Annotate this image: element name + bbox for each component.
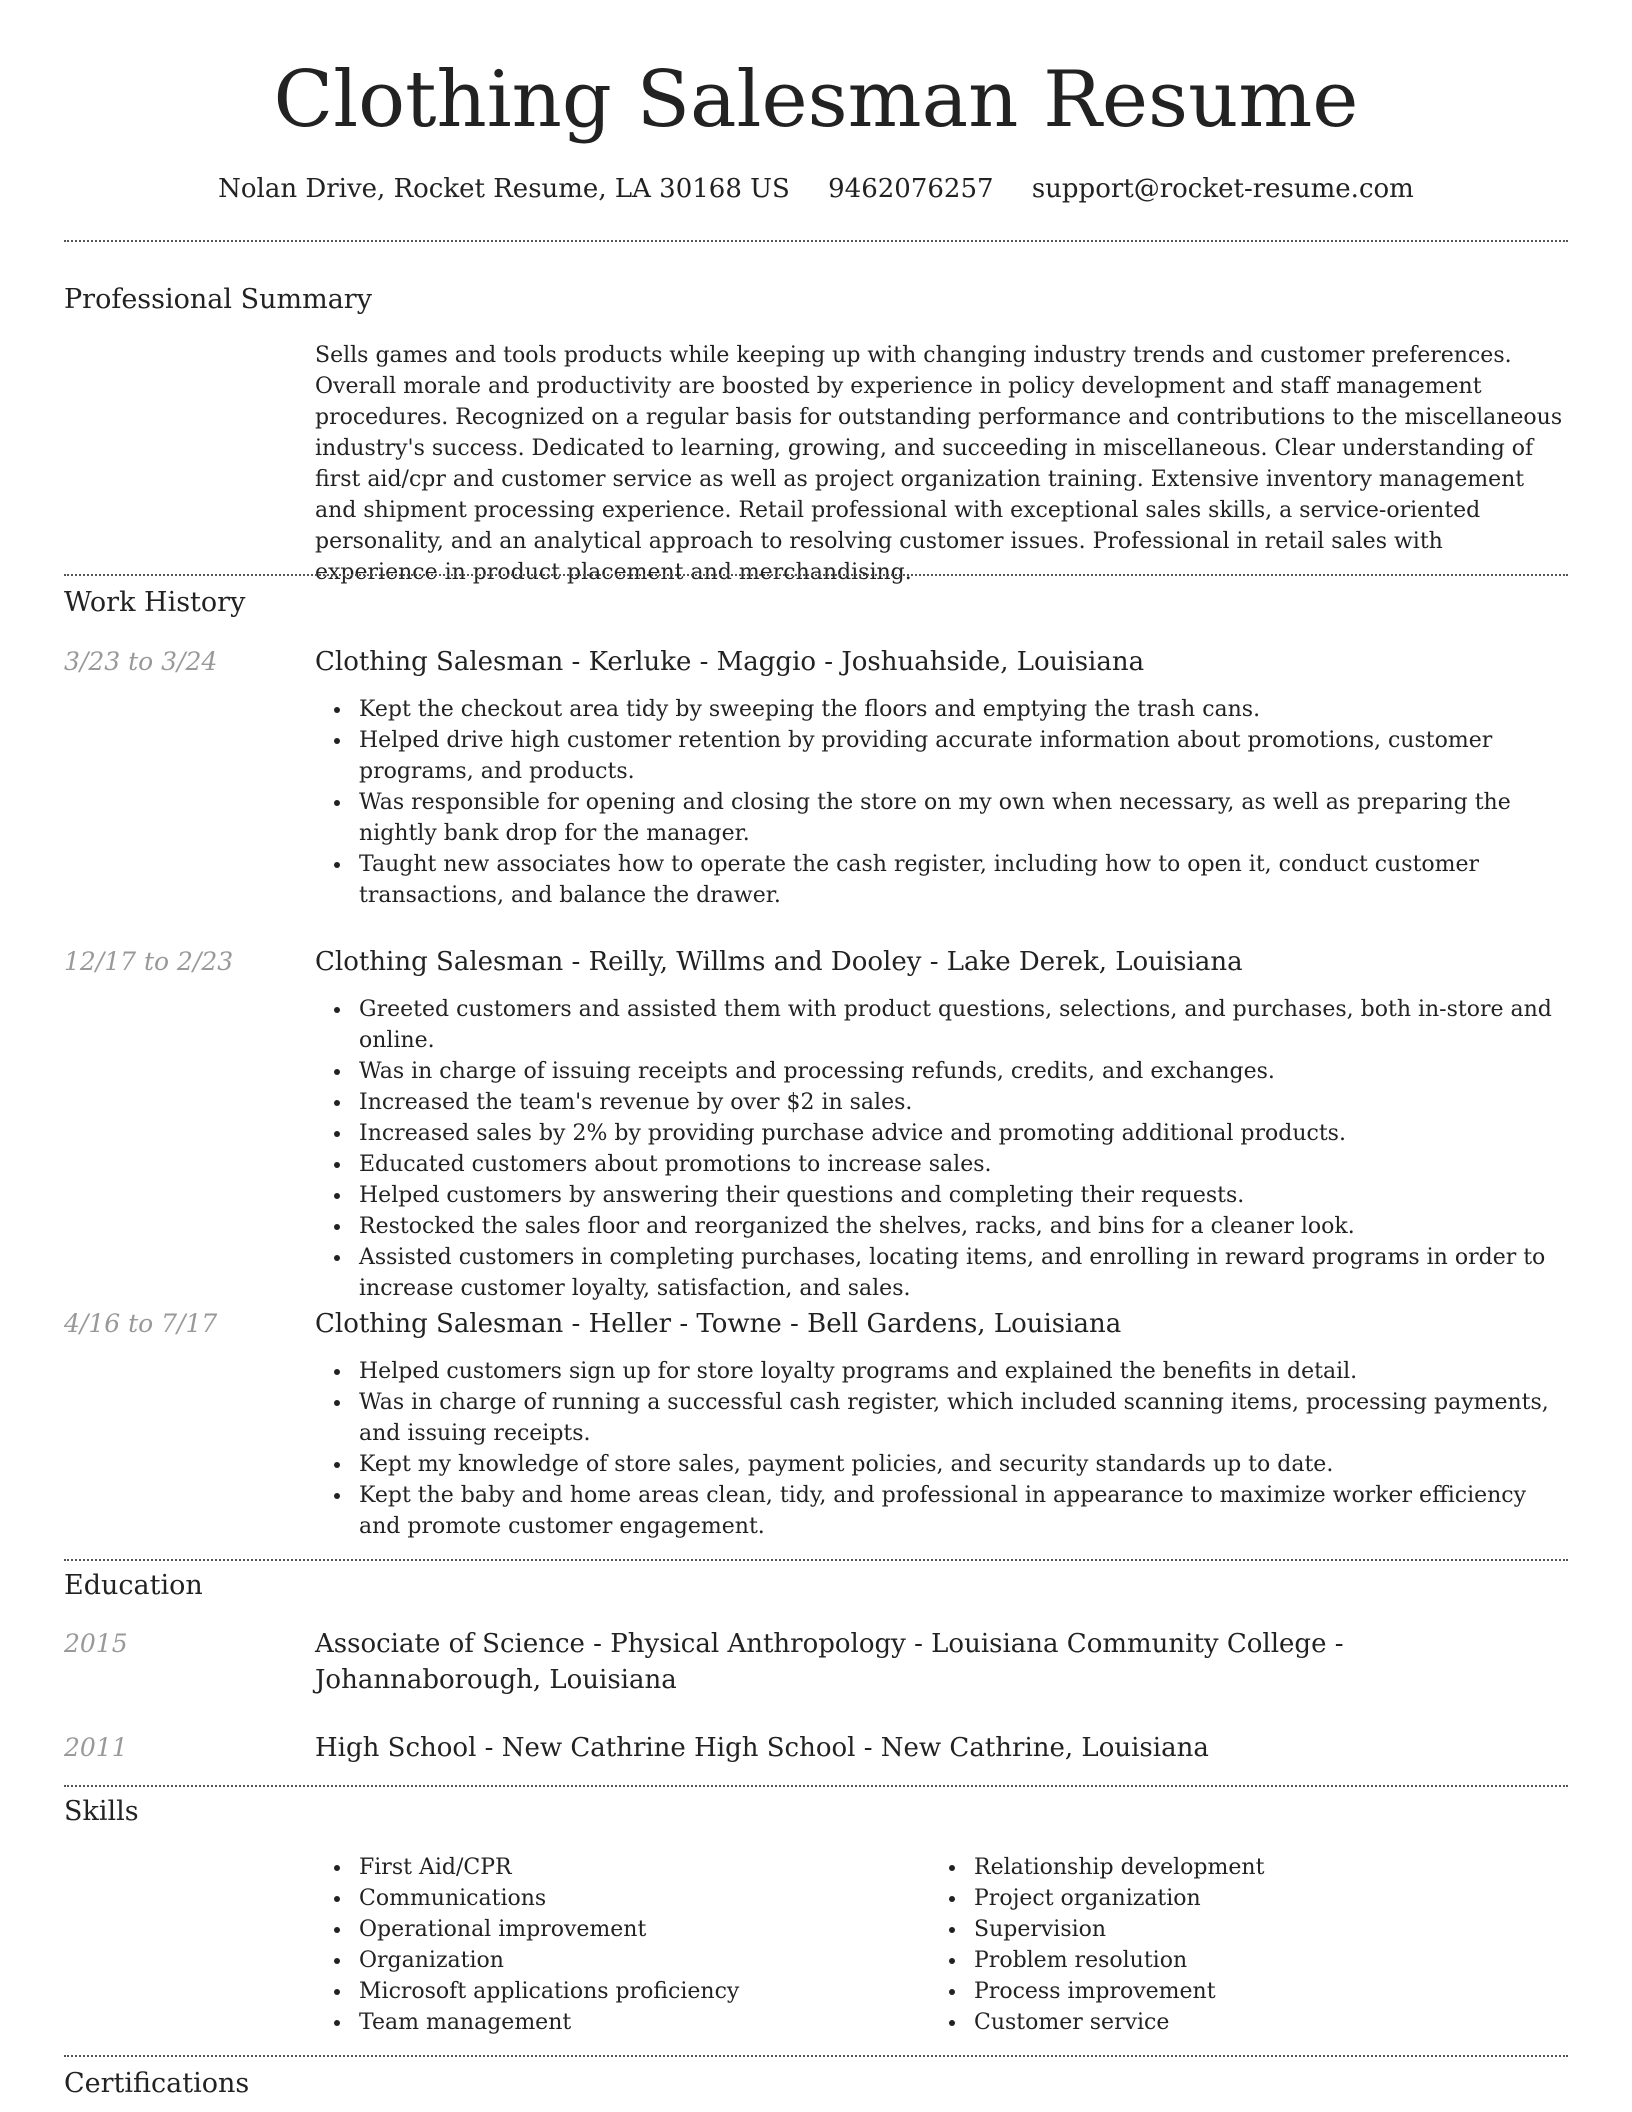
section-title-education: Education <box>64 1570 203 1601</box>
contact-phone: 9462076257 <box>828 174 994 204</box>
divider <box>64 574 1568 576</box>
job-dates: 12/17 to 2/23 <box>64 947 234 976</box>
list-item: Restocked the sales floor and reorganized the shelves, racks, and bins for a cleaner look. <box>359 1211 1565 1242</box>
list-item: Helped customers sign up for store loyalty programs and explained the benefits in detail. <box>359 1356 1565 1387</box>
section-title-skills: Skills <box>64 1796 139 1827</box>
skills-list-left <box>315 1852 875 2038</box>
list-item: Kept the checkout area tidy by sweeping the floors and emptying the trash cans. <box>359 694 1565 725</box>
contact-address: Nolan Drive, Rocket Resume, LA 30168 US <box>218 174 790 204</box>
list-item: Kept the baby and home areas clean, tidy, and professional in appearance to maximize worker efficiency and promote customer engagement. <box>359 1480 1565 1542</box>
education-title: High School - New Cathrine High School - New Cathrine, Louisiana <box>315 1733 1209 1763</box>
skills-list-right <box>930 1852 1490 2038</box>
skill-item: Team management <box>359 2007 875 2038</box>
skill-item: Process improvement <box>974 1976 1490 2007</box>
skill-item: Relationship development <box>974 1852 1490 1883</box>
list-item: Was responsible for opening and closing the store on my own when necessary, as well as preparing the nightly bank drop for the manager. <box>359 787 1565 849</box>
list-item: Helped drive high customer retention by providing accurate information about promotions, customer programs, and products. <box>359 725 1565 787</box>
divider <box>64 1785 1568 1787</box>
section-title-certifications: Certifications <box>64 2068 250 2099</box>
job-bullets <box>315 994 1565 1304</box>
divider <box>64 240 1568 242</box>
list-item: Kept my knowledge of store sales, payment policies, and security standards up to date. <box>359 1449 1565 1480</box>
skill-item: Microsoft applications proficiency <box>359 1976 875 2007</box>
list-item: Assisted customers in completing purchases, locating items, and enrolling in reward programs in order to increase customer loyalty, satisfaction, and sales. <box>359 1242 1565 1304</box>
education-title: Associate of Science - Physical Anthropology - Louisiana Community College - Johannaborough, Louisiana <box>315 1629 1344 1695</box>
contact-email[interactable]: support@rocket-resume.com <box>1031 174 1414 204</box>
list-item: Was in charge of issuing receipts and processing refunds, credits, and exchanges. <box>359 1056 1565 1087</box>
job-bullets <box>315 1356 1565 1542</box>
job-dates: 3/23 to 3/24 <box>64 647 218 676</box>
job-dates: 4/16 to 7/17 <box>64 1309 218 1338</box>
resume-title: Clothing Salesman Resume <box>273 55 1359 145</box>
list-item: Greeted customers and assisted them with product questions, selections, and purchases, both in-store and online. <box>359 994 1565 1056</box>
summary-text: Sells games and tools products while keeping up with changing industry trends and customer preferences. Overall morale and productivity are boosted by experience in policy development and staff management procedures. Recognized on a regular basis for outstanding performance and contributions to the miscellaneous industry's success. Dedicated to learning, growing, and succeeding in miscellaneous. Clear understanding of first aid/cpr and customer service as well as project organization training. Extensive inventory management and shipment processing experience. Retail professional with exceptional sales skills, a service-oriented personality, and an analytical approach to resolving customer issues. Professional in retail sales with experience in product placement and merchandising. <box>315 343 1563 585</box>
education-year: 2011 <box>64 1733 128 1762</box>
list-item: Increased the team's revenue by over $2 in sales. <box>359 1087 1565 1118</box>
divider <box>64 2055 1568 2057</box>
divider <box>64 1559 1568 1561</box>
section-title-summary: Professional Summary <box>64 284 372 315</box>
list-item: Increased sales by 2% by providing purchase advice and promoting additional products. <box>359 1118 1565 1149</box>
job-title: Clothing Salesman - Reilly, Willms and Dooley - Lake Derek, Louisiana <box>315 947 1243 977</box>
skill-item: Problem resolution <box>974 1945 1490 1976</box>
list-item: Educated customers about promotions to increase sales. <box>359 1149 1565 1180</box>
skill-item: First Aid/CPR <box>359 1852 875 1883</box>
skill-item: Project organization <box>974 1883 1490 1914</box>
skill-item: Organization <box>359 1945 875 1976</box>
list-item: Taught new associates how to operate the cash register, including how to open it, conduct customer transactions, and balance the drawer. <box>359 849 1565 911</box>
section-title-work-history: Work History <box>64 587 246 618</box>
skill-item: Customer service <box>974 2007 1490 2038</box>
list-item: Was in charge of running a successful cash register, which included scanning items, processing payments, and issuing receipts. <box>359 1387 1565 1449</box>
skill-item: Supervision <box>974 1914 1490 1945</box>
education-year: 2015 <box>64 1629 128 1658</box>
skill-item: Communications <box>359 1883 875 1914</box>
contact-line <box>0 170 1632 208</box>
job-title: Clothing Salesman - Kerluke - Maggio - Joshuahside, Louisiana <box>315 647 1145 677</box>
skill-item: Operational improvement <box>359 1914 875 1945</box>
job-bullets <box>315 694 1565 911</box>
job-title: Clothing Salesman - Heller - Towne - Bell Gardens, Louisiana <box>315 1309 1122 1339</box>
list-item: Helped customers by answering their questions and completing their requests. <box>359 1180 1565 1211</box>
